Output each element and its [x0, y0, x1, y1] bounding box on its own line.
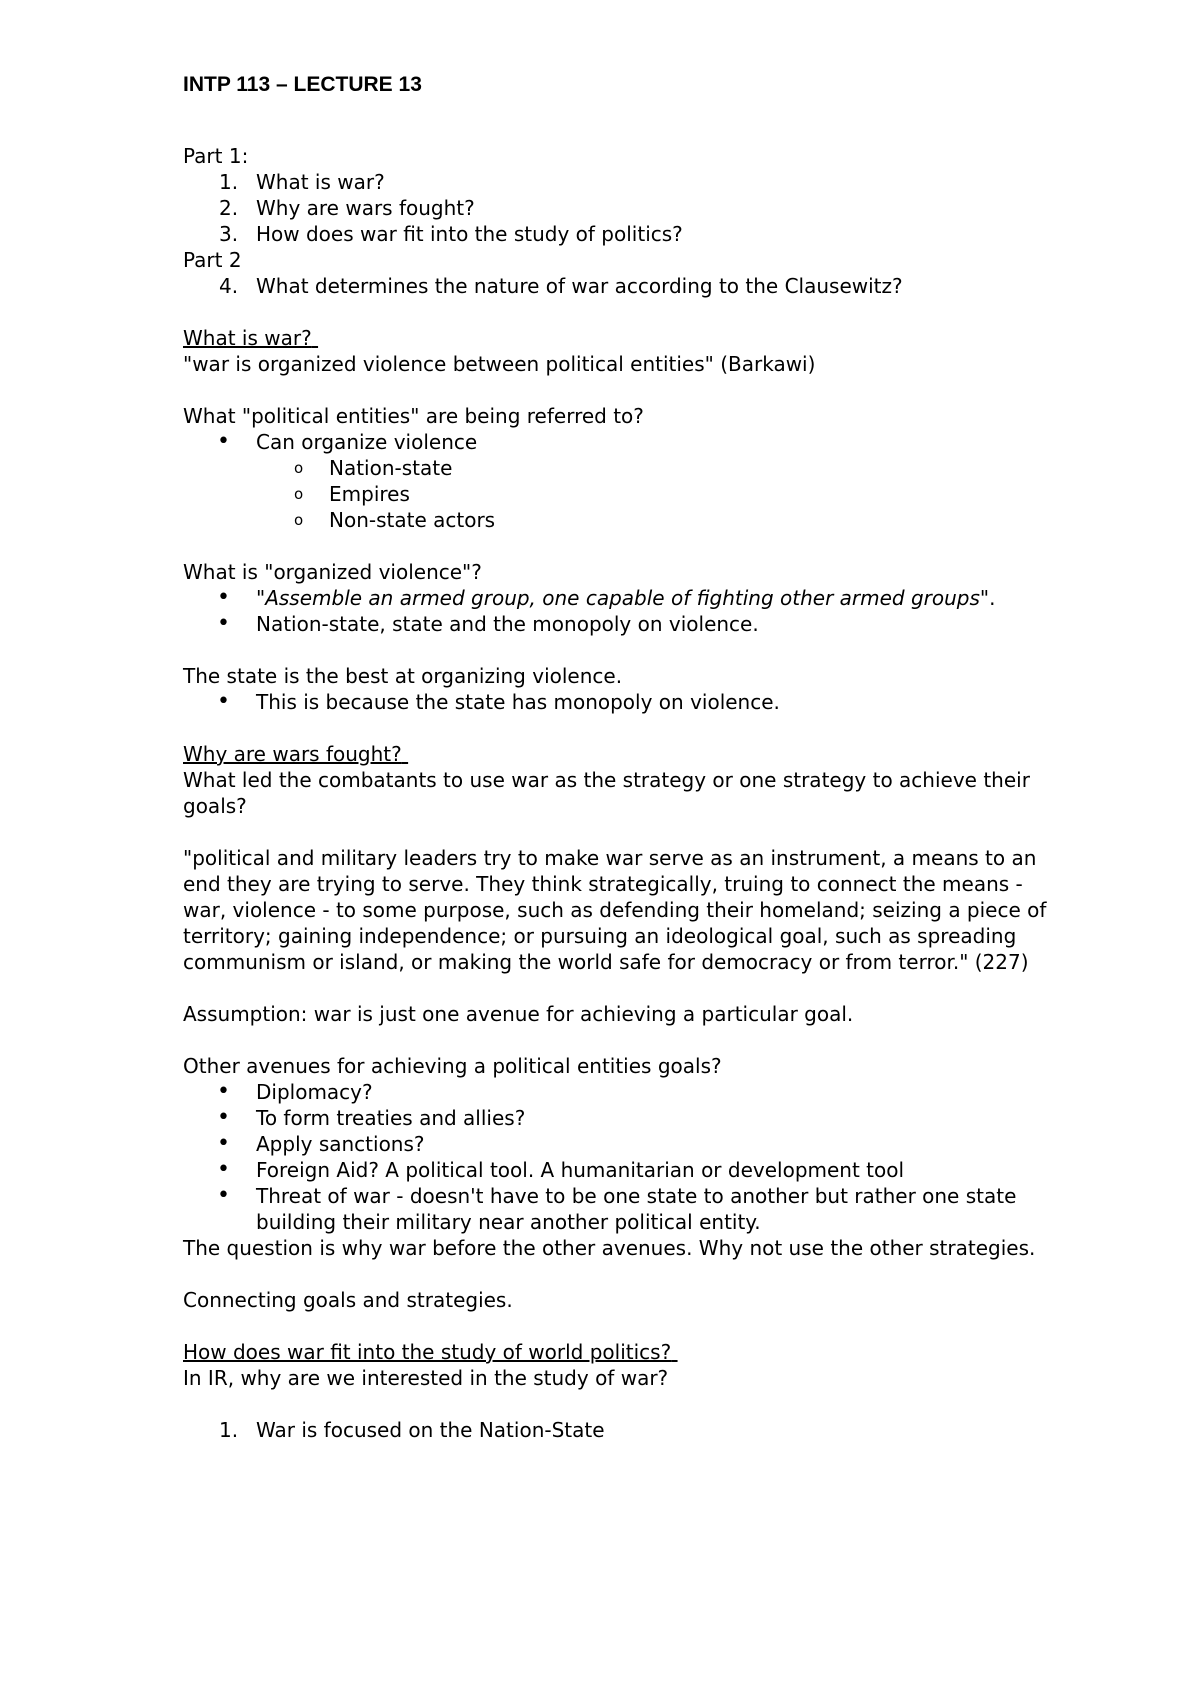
bullet-list — [183, 1079, 1063, 1235]
instrument-quote: "political and military leaders try to make war serve as an instrument, a means to an end they are trying to serve. They think strategically, truing to connect the means - war, violence - to some purpose, such as defending their homeland; seizing a piece of territory; gaining independence; or pursuing an ideological goal, such as spreading communism or island, or making the world safe for democracy or from terror." (227) — [183, 846, 1047, 974]
barkawi-quote: "war is organized violence between political entities" (Barkawi) — [183, 352, 816, 376]
list-item: 3. How does war fit into the study of politics? — [219, 222, 683, 246]
list-item: 4. What determines the nature of war according to the Clausewitz? — [219, 274, 903, 298]
section-heading-why-wars-fought: Why are wars fought? — [183, 742, 402, 766]
organized-violence-question: What is "organized violence"? — [183, 560, 482, 584]
list-item: • Apply sanctions? — [217, 1131, 425, 1156]
sub-list-item: o Non-state actors — [294, 508, 496, 532]
list-item: 1. War is focused on the Nation-State — [219, 1418, 605, 1442]
bullet-list — [183, 585, 1063, 637]
list-item: • Nation-state, state and the monopoly on violence. — [217, 611, 759, 636]
state-statement: The state is the best at organizing violence. — [183, 664, 623, 688]
bullet-list — [183, 429, 1063, 533]
list-item: • Threat of war - doesn't have to be one state to another but rather one state building their military near another political entity. — [217, 1183, 1017, 1234]
list-item: 1. What is war? — [219, 170, 385, 194]
list-item: • "Assemble an armed group, one capable of fighting other armed groups". — [217, 585, 996, 610]
part1-label: Part 1: — [183, 144, 249, 168]
part2-list — [183, 273, 1063, 299]
bullet-list — [183, 689, 1063, 715]
sub-list-item: o Empires — [294, 482, 410, 506]
political-entities-question: What "political entities" are being referred to? — [183, 404, 644, 428]
section-heading-world-politics: How does war fit into the study of world politics? — [183, 1340, 672, 1364]
list-item: 2. Why are wars fought? — [219, 196, 475, 220]
ir-question: In IR, why are we interested in the study of war? — [183, 1366, 669, 1390]
other-avenues-question: Other avenues for achieving a political entities goals? — [183, 1054, 722, 1078]
list-item: • Foreign Aid? A political tool. A humanitarian or development tool — [217, 1157, 905, 1182]
assumption: Assumption: war is just one avenue for achieving a particular goal. — [183, 1002, 854, 1026]
sub-list-item: o Nation-state — [294, 456, 453, 480]
list-item: • This is because the state has monopoly on violence. — [217, 689, 780, 714]
combatants-question: What led the combatants to use war as the strategy or one strategy to achieve their goals? — [183, 768, 1030, 818]
connecting-goals: Connecting goals and strategies. — [183, 1288, 513, 1312]
page-title: INTP 113 – LECTURE 13 — [183, 73, 422, 96]
list-item: • Diplomacy? — [217, 1079, 373, 1104]
why-war-question: The question is why war before the other avenues. Why not use the other strategies. — [183, 1236, 1036, 1260]
document-body — [183, 72, 1063, 1443]
list-item: • To form treaties and allies? — [217, 1105, 526, 1130]
numbered-list — [183, 1417, 1063, 1443]
part2-label: Part 2 — [183, 248, 242, 272]
part1-list — [183, 169, 1063, 247]
list-item: • Can organize violence — [217, 429, 478, 454]
section-heading-what-is-war: What is war? — [183, 326, 312, 350]
